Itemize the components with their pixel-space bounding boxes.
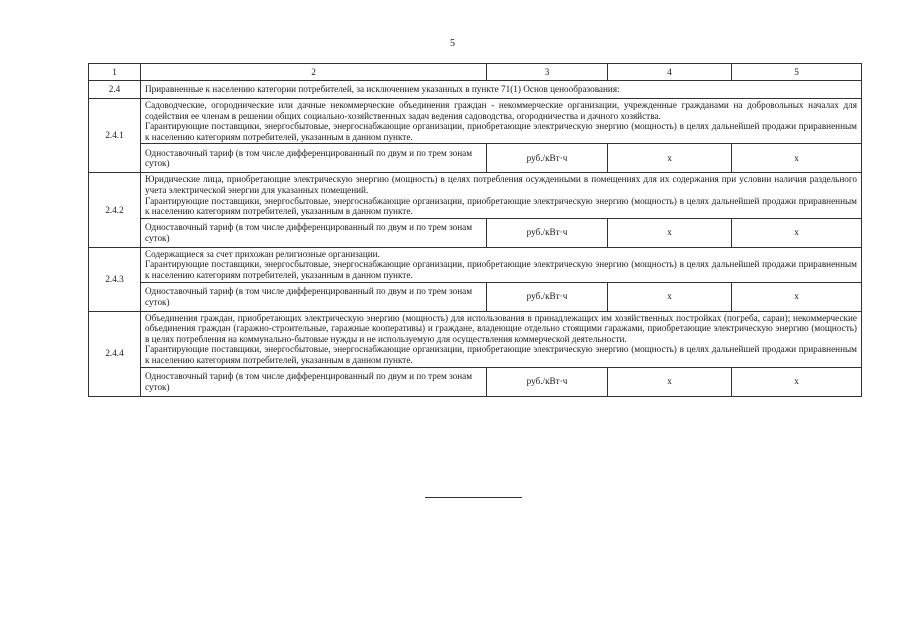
- page-number: 5: [450, 38, 455, 49]
- tariff-unit: руб./кВт·ч: [487, 218, 608, 247]
- col5-value: х: [732, 367, 862, 396]
- tariff-unit: руб./кВт·ч: [487, 367, 608, 396]
- tariff-unit: руб./кВт·ч: [487, 282, 608, 311]
- section-row: [89, 81, 862, 99]
- section-code: 2.4: [89, 81, 141, 99]
- tariff-table: [88, 63, 862, 397]
- col4-value: х: [608, 367, 732, 396]
- header-col-5: 5: [732, 64, 862, 81]
- header-col-4: 4: [608, 64, 732, 81]
- description-paragraph: Садоводческие, огороднические или дачные некоммерческие объединения граждан - некоммерческие организации, учрежденные гражданами на добровольных началах для содействия ее членам в решении общих социально-хозяйственных задач ведения садоводства, огородничества и дачного хозяйства.: [145, 100, 857, 121]
- description-paragraph: Гарантирующие поставщики, энергосбытовые, энергоснабжающие организации, приобретающие электрическую энергию (мощность) в целях дальнейшей продажи приравненным к населению категориям потребителей, указанным в данном пункте.: [145, 121, 857, 142]
- tariff-row: [89, 218, 862, 247]
- tariff-row: [89, 367, 862, 396]
- header-col-3: 3: [487, 64, 608, 81]
- col5-value: х: [732, 282, 862, 311]
- section-title: Приравненные к населению категории потребителей, за исключением указанных в пункте 71(1) Основ ценообразования:: [141, 81, 862, 99]
- description-paragraph: Гарантирующие поставщики, энергосбытовые, энергоснабжающие организации, приобретающие электрическую энергию (мощность) в целях дальнейшей продажи приравненным к населению категориям потребителей, указанным в данном пункте.: [145, 259, 857, 280]
- col4-value: х: [608, 282, 732, 311]
- col5-value: х: [732, 218, 862, 247]
- row-description: [141, 311, 862, 367]
- header-col-2: 2: [141, 64, 487, 81]
- description-paragraph: Содержащиеся за счет прихожан религиозные организации.: [145, 248, 380, 259]
- tariff-label: Одноставочный тариф (в том числе дифференцированный по двум и по трем зонам суток): [141, 367, 487, 396]
- row-description: [141, 99, 862, 144]
- col4-value: х: [608, 218, 732, 247]
- table-row: [89, 173, 862, 218]
- tariff-label: Одноставочный тариф (в том числе дифференцированный по двум и по трем зонам суток): [141, 144, 487, 173]
- row-code: 2.4.4: [89, 311, 141, 396]
- row-code: 2.4.1: [89, 99, 141, 173]
- footer-divider: [425, 497, 522, 498]
- col5-value: х: [732, 144, 862, 173]
- description-paragraph: Гарантирующие поставщики, энергосбытовые, энергоснабжающие организации, приобретающие электрическую энергию (мощность) в целях дальнейшей продажи приравненным к населению категориям потребителей, указанным в данном пункте.: [145, 344, 857, 365]
- tariff-row: [89, 282, 862, 311]
- row-code: 2.4.2: [89, 173, 141, 247]
- tariff-label: Одноставочный тариф (в том числе дифференцированный по двум и по трем зонам суток): [141, 218, 487, 247]
- header-col-1: 1: [89, 64, 141, 81]
- description-paragraph: Юридические лица, приобретающие электрическую энергию (мощность) в целях потребления осужденными в помещениях для их содержания при условии наличия раздельного учета электрической энергии для указанных помещений.: [145, 174, 857, 195]
- tariff-unit: руб./кВт·ч: [487, 144, 608, 173]
- col4-value: х: [608, 144, 732, 173]
- table-row: [89, 247, 862, 282]
- row-description: [141, 173, 862, 218]
- tariff-label: Одноставочный тариф (в том числе дифференцированный по двум и по трем зонам суток): [141, 282, 487, 311]
- table-row: [89, 311, 862, 367]
- description-paragraph: Гарантирующие поставщики, энергосбытовые, энергоснабжающие организации, приобретающие электрическую энергию (мощность) в целях дальнейшей продажи приравненным к населению категориям потребителей, указанным в данном пункте.: [145, 195, 857, 217]
- row-description: [141, 247, 862, 282]
- table-header-row: [89, 64, 862, 81]
- table-row: [89, 99, 862, 144]
- tariff-row: [89, 144, 862, 173]
- row-code: 2.4.3: [89, 247, 141, 311]
- description-paragraph: Объединения граждан, приобретающих электрическую энергию (мощность) для использования в принадлежащих им хозяйственных постройках (погреба, сараи); некоммерческие объединения граждан (гаражно-строительные, гаражные кооперативы) и граждане, владеющие отдельно стоящими гаражами, приобретающие электрическую энергию (мощность) в целях потребления на коммунально-бытовые нужды и не используемую для осуществления коммерческой деятельности.: [145, 312, 857, 344]
